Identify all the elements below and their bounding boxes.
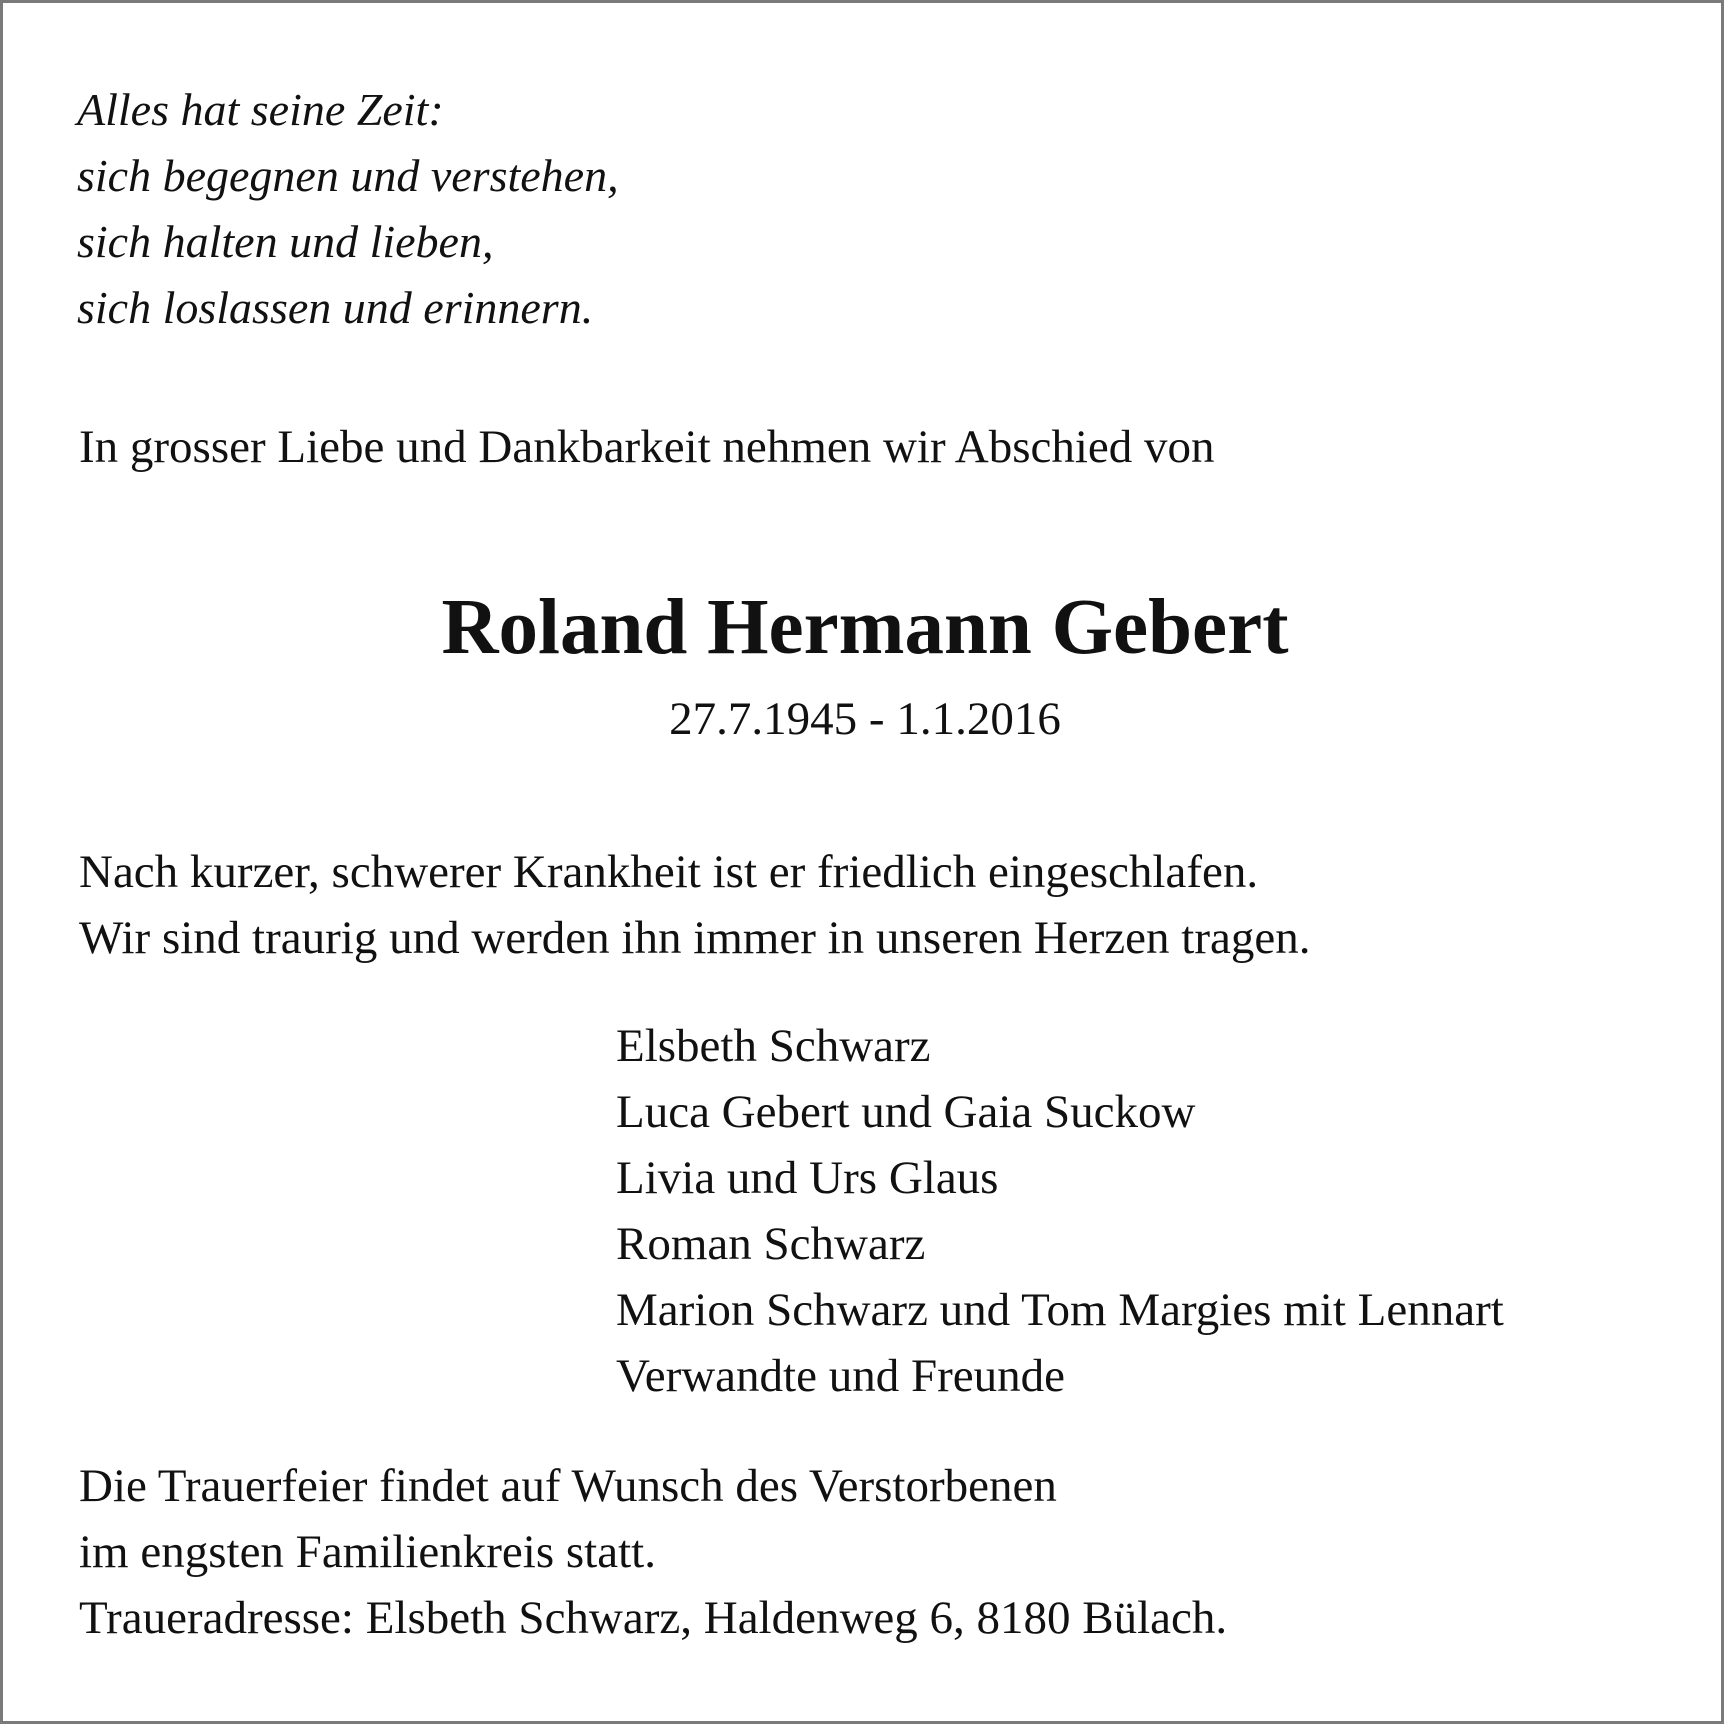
poem-line: Alles hat seine Zeit: [77, 84, 444, 135]
funeral-info-line: Die Trauerfeier findet auf Wunsch des Verstorbenen [79, 1460, 1057, 1512]
life-dates: 27.7.1945 - 1.1.2016 [669, 693, 1061, 745]
mourner-entry: Verwandte und Freunde [616, 1350, 1065, 1402]
poem-line: sich loslassen und erinnern. [77, 282, 594, 333]
funeral-info-line: im engsten Familienkreis statt. [79, 1526, 656, 1578]
mourning-address: Traueradresse: Elsbeth Schwarz, Haldenweg 6, 8180 Bülach. [79, 1592, 1228, 1644]
message-line: Nach kurzer, schwerer Krankheit ist er friedlich eingeschlafen. [79, 846, 1259, 898]
poem-verse [77, 77, 619, 341]
mourner-entry: Luca Gebert und Gaia Suckow [616, 1086, 1196, 1138]
poem-line: sich begegnen und verstehen, [77, 150, 619, 201]
intro-text: In grosser Liebe und Dankbarkeit nehmen wir Abschied von [79, 421, 1215, 473]
mourner-entry: Marion Schwarz und Tom Margies mit Lennart [616, 1284, 1504, 1336]
mourner-entry: Elsbeth Schwarz [616, 1020, 931, 1072]
deceased-name: Roland Hermann Gebert [441, 584, 1289, 671]
poem-line: sich halten und lieben, [77, 216, 494, 267]
message-block [79, 839, 1310, 971]
message-line: Wir sind traurig und werden ihn immer in unseren Herzen tragen. [79, 912, 1311, 964]
mourners-list [616, 1013, 1504, 1409]
funeral-info [79, 1453, 1227, 1651]
mourner-entry: Roman Schwarz [616, 1218, 926, 1270]
mourner-entry: Livia und Urs Glaus [616, 1152, 999, 1204]
